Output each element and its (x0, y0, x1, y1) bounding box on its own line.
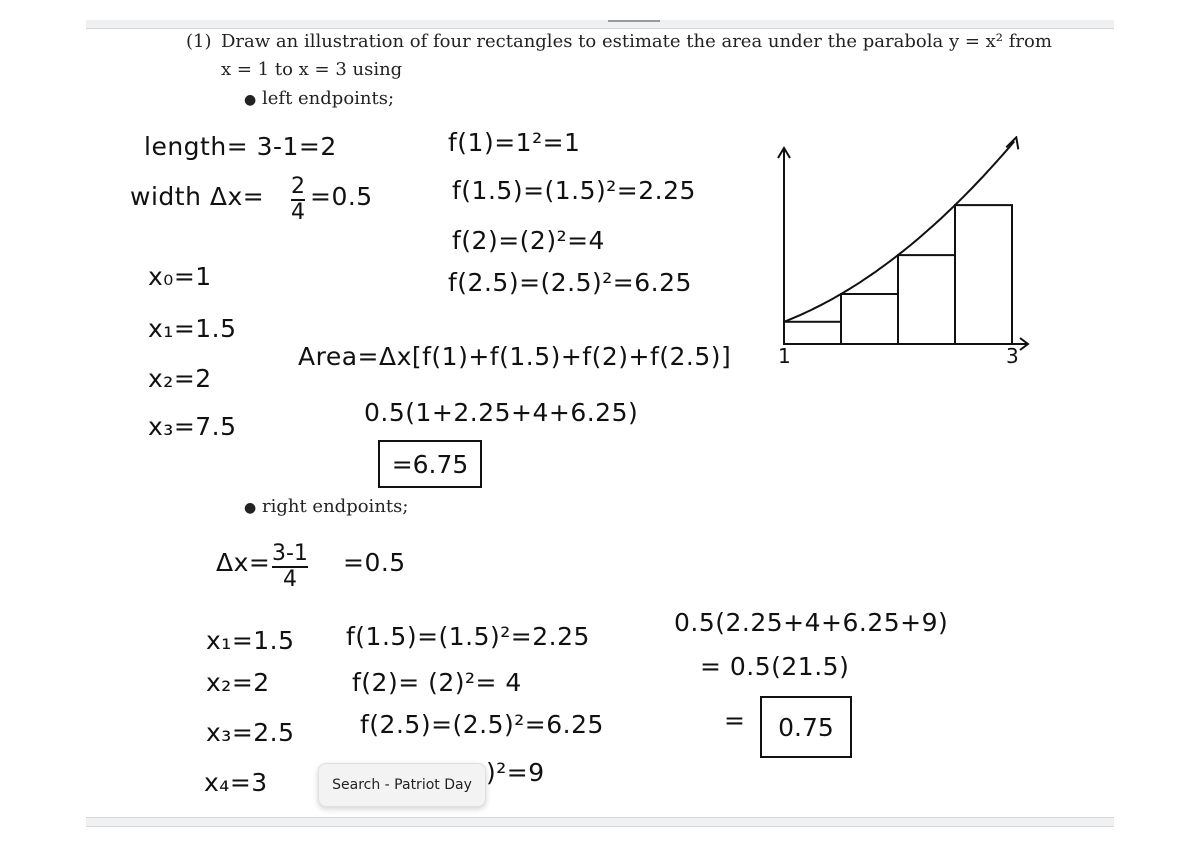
f1-line: f(1)=1²=1 (448, 128, 581, 157)
rx1-line: x₁=1.5 (206, 626, 295, 655)
x1-line: x₁=1.5 (148, 314, 237, 343)
f25-line: f(2.5)=(2.5)²=6.25 (448, 268, 692, 297)
result-box: 0.75 (760, 696, 852, 758)
sum-step: = 0.5(21.5) (700, 652, 850, 681)
riemann-rectangle (841, 294, 898, 344)
graph-layer (778, 137, 1028, 350)
riemann-rectangle (784, 322, 841, 344)
top-drag-handle[interactable] (608, 20, 660, 22)
x2-line: x₂=2 (148, 364, 212, 393)
rf25-line: f(2.5)=(2.5)²=6.25 (360, 710, 604, 739)
graph-x-end-label: 3 (1006, 344, 1020, 368)
width-numerator: 2 (291, 174, 305, 199)
length-line: length= 3-1=2 (144, 132, 337, 161)
riemann-sum-graph (772, 136, 1052, 376)
graph-x-start-label: 1 (778, 344, 792, 368)
dx-suffix: =0.5 (343, 548, 406, 577)
search-tooltip[interactable]: Search - Patriot Day (318, 763, 486, 807)
bullet-left-endpoints: left endpoints; (262, 88, 395, 109)
riemann-rectangle (955, 205, 1012, 344)
bullet-dot-2: ● (244, 500, 257, 516)
dx-prefix: Δx= (216, 548, 271, 577)
parabola-curve (784, 141, 1014, 321)
top-page-edge (86, 20, 1114, 29)
f15-line: f(1.5)=(1.5)²=2.25 (452, 176, 696, 205)
x3-line: x₃=7.5 (148, 412, 237, 441)
dx-numerator: 3-1 (272, 541, 308, 566)
f2-line: f(2)=(2)²=4 (452, 226, 605, 255)
bullet-dot: ● (244, 92, 257, 108)
rx4-line: x₄=3 (204, 768, 268, 797)
rf3-partial: )²=9 (486, 758, 545, 787)
rx2-line: x₂=2 (206, 668, 270, 697)
rf15-line: f(1.5)=(1.5)²=2.25 (346, 622, 590, 651)
area-calculation: 0.5(1+2.25+4+6.25) (364, 398, 639, 427)
dx-fraction (272, 543, 308, 591)
area-result-box: =6.75 (378, 440, 482, 488)
width-suffix: =0.5 (310, 182, 373, 211)
result-equals: = (724, 706, 746, 735)
area-formula: Area=Δx[f(1)+f(1.5)+f(2)+f(2.5)] (298, 342, 732, 371)
x0-line: x₀=1 (148, 262, 212, 291)
width-denominator: 4 (291, 200, 305, 225)
problem-number: (1) (186, 31, 212, 52)
riemann-rectangle (898, 255, 955, 344)
dx-denominator: 4 (282, 567, 297, 592)
sum-calculation: 0.5(2.25+4+6.25+9) (674, 608, 949, 637)
rf2-line: f(2)= (2)²= 4 (352, 668, 522, 697)
problem-text-line1: Draw an illustration of four rectangles to estimate the area under the parabola y = x² from (221, 31, 1052, 52)
bottom-page-edge (86, 817, 1114, 827)
problem-text-line2: x = 1 to x = 3 using (221, 59, 403, 80)
width-prefix: width Δx= (130, 182, 265, 211)
rx3-line: x₃=2.5 (206, 718, 295, 747)
bullet-right-endpoints: right endpoints; (262, 496, 409, 517)
width-fraction (291, 176, 305, 224)
